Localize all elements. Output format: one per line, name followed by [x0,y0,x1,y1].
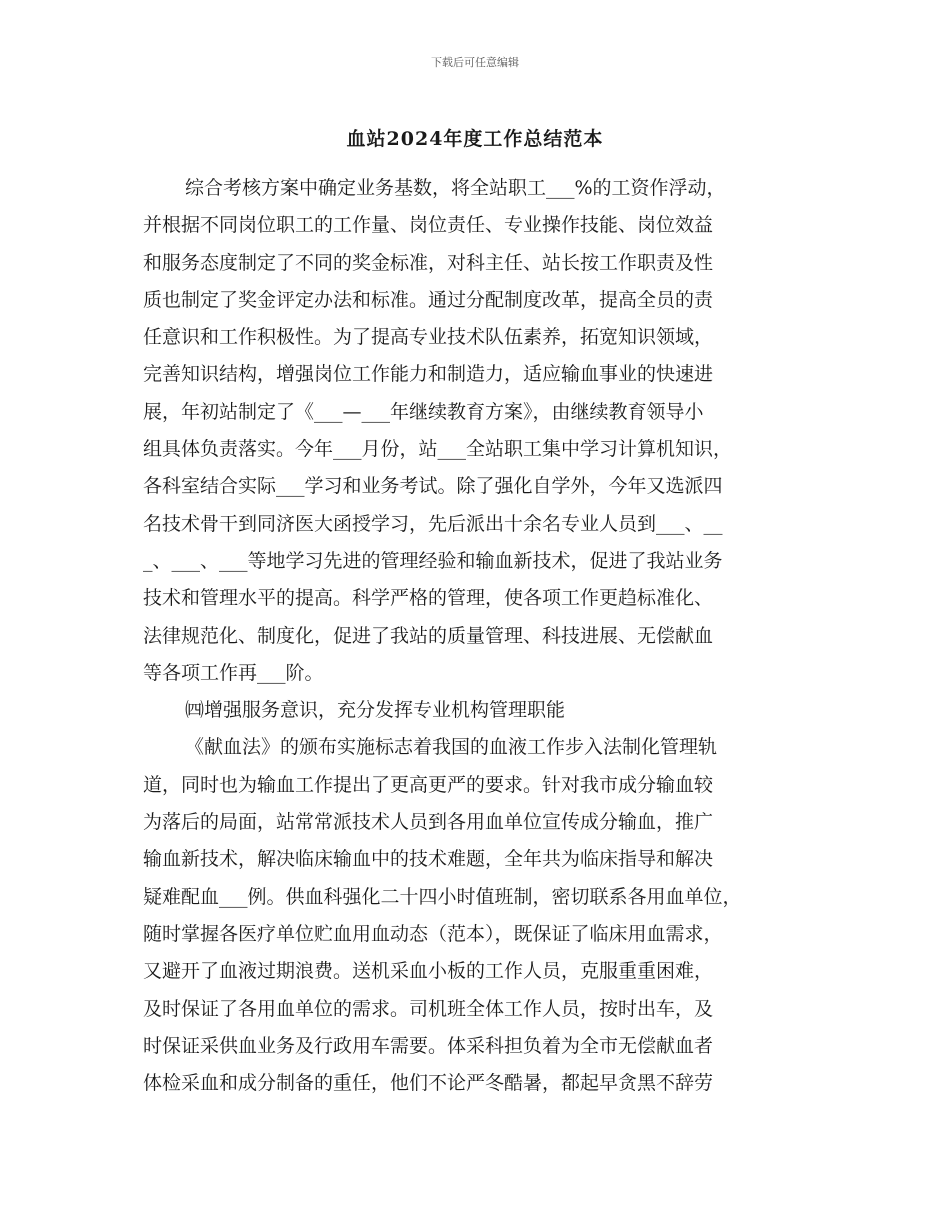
paragraph-line: 等各项工作再___阶。 [143,661,324,684]
paragraph-line: 体检采血和成分制备的重任，他们不论严冬酷暑，都起早贪黑不辞劳 [143,1072,714,1095]
paragraph-line: 组具体负责落实。今年___月份，站___全站职工集中学习计算机知识， [143,438,733,461]
paragraph-line: 及时保证了各用血单位的需求。司机班全体工作人员，按时出车，及 [143,997,714,1020]
paragraph-line: 为落后的局面，站常常派技术人员到各用血单位宣传成分输血，推广 [143,811,714,834]
paragraph-line: 《献血法》的颁布实施标志着我国的血液工作步入法制化管理轨 [185,736,718,759]
paragraph-line: 技术和管理水平的提高。科学严格的管理，使各项工作更趋标准化、 [143,587,714,610]
paragraph-line: 展，年初站制定了《___—___年继续教育方案》，由继续教育领导小 [143,400,704,423]
paragraph-line: 输血新技术，解决临床输血中的技术难题，全年共为临床指导和解决 [143,848,714,871]
document-body [143,170,823,1102]
paragraph-line: 和服务态度制定了不同的奖金标准，对科主任、站长按工作职责及性 [143,251,714,274]
paragraph-line: 并根据不同岗位职工的工作量、岗位责任、专业操作技能、岗位效益 [143,214,714,237]
paragraph-line: 时保证采供血业务及行政用车需要。体采科担负着为全市无偿献血者 [143,1034,714,1057]
paragraph-line: 质也制定了奖金评定办法和标准。通过分配制度改革，提高全员的责 [143,288,714,311]
paragraph-line: 名技术骨干到同济医大函授学习，先后派出十余名专业人员到___、__ [143,512,723,535]
paragraph-line: 法律规范化、制度化，促进了我站的质量管理、科技进展、无偿献血 [143,624,714,647]
document-title: 血站2024年度工作总结范本 [346,128,604,150]
header-note: 下载后可任意编辑 [431,56,519,69]
paragraph-line: _、___、___等地学习先进的管理经验和输血新技术，促进了我站业务 [143,549,723,572]
paragraph-line: 任意识和工作积极性。为了提高专业技术队伍素养，拓宽知识领域， [143,326,714,349]
paragraph-line: 疑难配血___例。供血科强化二十四小时值班制，密切联系各用血单位， [143,885,742,908]
paragraph-line: 道，同时也为输血工作提出了更高更严的要求。针对我市成分输血较 [143,773,714,796]
paragraph-line: 随时掌握各医疗单位贮血用血动态（范本），既保证了临床用血需求， [143,922,723,945]
paragraph-line: 又避开了血液过期浪费。送机采血小板的工作人员，克服重重困难， [143,960,714,983]
paragraph-line: 完善知识结构，增强岗位工作能力和制造力，适应输血事业的快速进 [143,363,714,386]
section-heading: ㈣增强服务意识，充分发挥专业机构管理职能 [185,699,566,722]
paragraph-line: 综合考核方案中确定业务基数，将全站职工___%的工资作浮动， [185,177,726,199]
paragraph-line: 各科室结合实际___学习和业务考试。除了强化自学外，今年又选派四 [143,475,723,498]
